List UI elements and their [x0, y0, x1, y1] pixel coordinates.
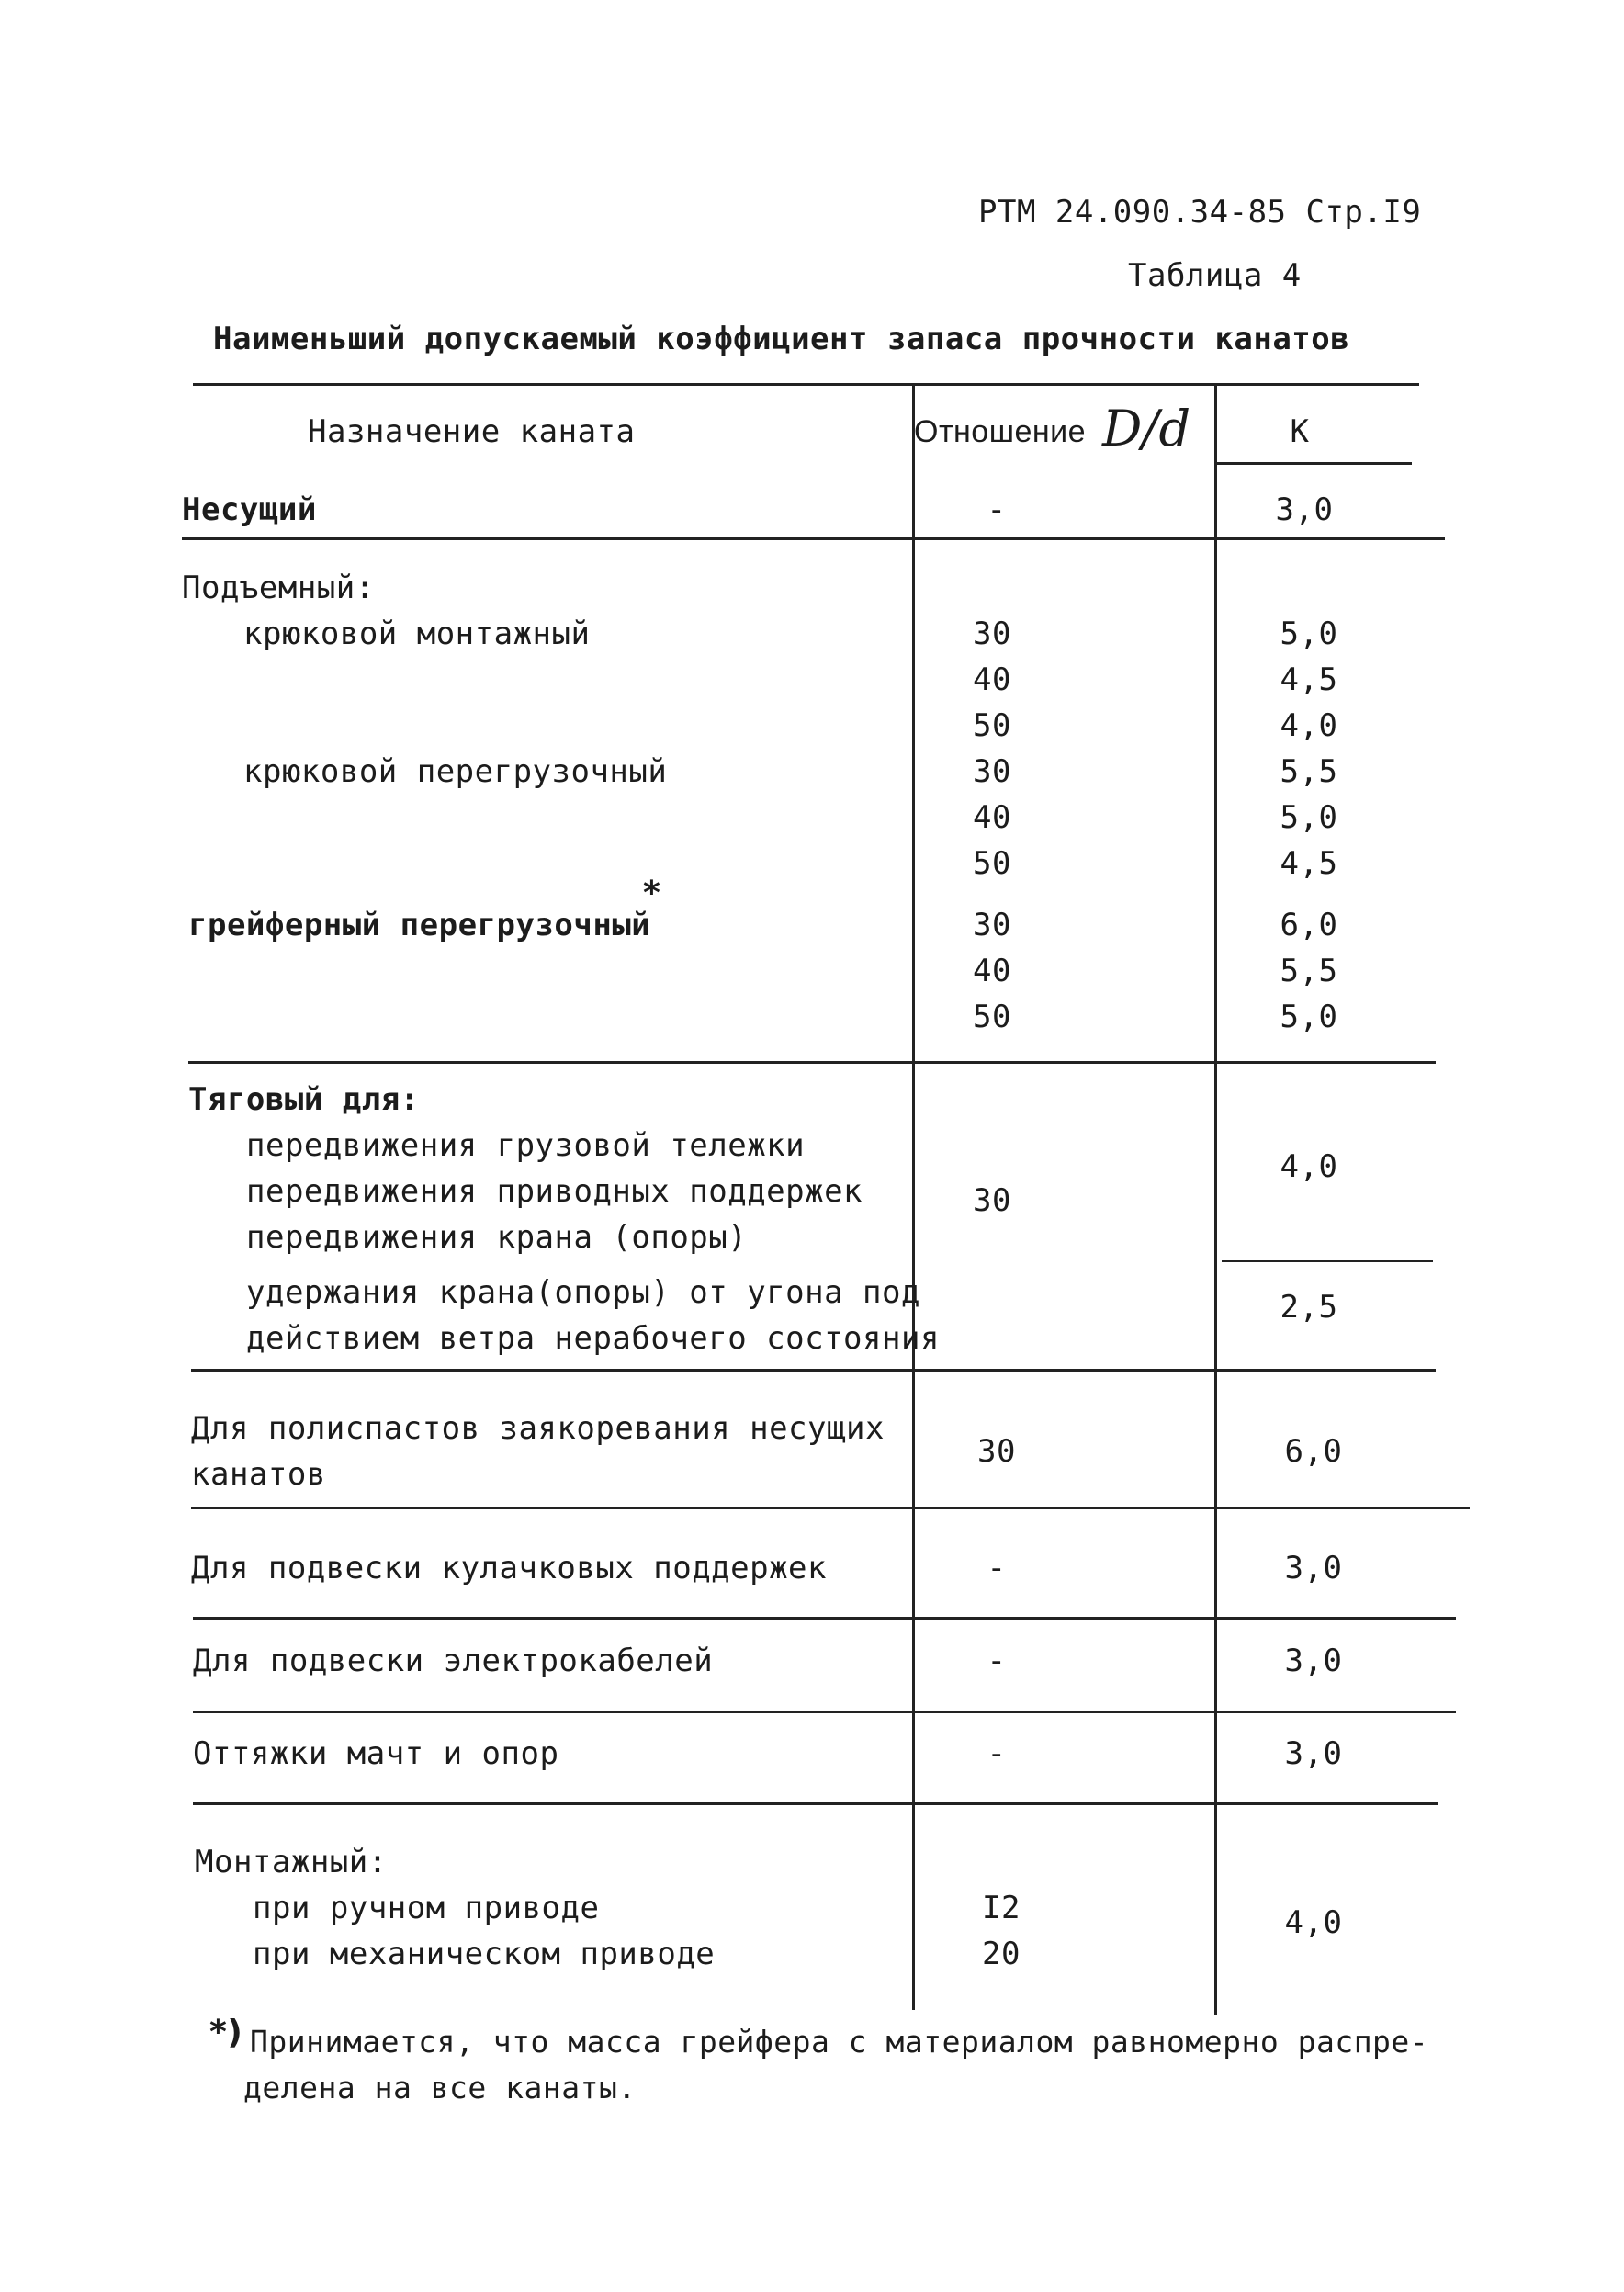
row-guys-k: 3,0: [1284, 1735, 1343, 1772]
row-cables-ratio: -: [987, 1643, 1007, 1679]
lifting-hook-reload-ratio: 30: [973, 753, 1011, 790]
lifting-grab-reload-k: 5,5: [1280, 953, 1338, 989]
rule-after-cam-supports: [193, 1617, 1456, 1620]
traction-k-split-rule: [1222, 1260, 1433, 1262]
lifting-hook-reload-k: 4,5: [1280, 845, 1338, 882]
lifting-grab-reload-k: 6,0: [1280, 907, 1338, 943]
lifting-grab-reload-ratio: 50: [973, 999, 1011, 1035]
mounting-manual-ratio: I2: [982, 1890, 1021, 1926]
row-cables-k: 3,0: [1284, 1643, 1343, 1679]
row-anchoring-k: 6,0: [1284, 1433, 1343, 1470]
row-cam-supports-label: Для подвески кулачковых поддержек: [191, 1550, 828, 1586]
header-k: К: [1290, 413, 1310, 450]
doc-reference: РТМ 24.090.34-85 Стр.I9: [978, 194, 1422, 231]
lifting-grab-reload-k: 5,0: [1280, 999, 1338, 1035]
column-divider-ratio: [912, 384, 915, 2010]
lifting-hook-reload-label: крюковой перегрузочный: [243, 753, 668, 790]
traction-line: удержания крана(опоры) от угона под: [246, 1274, 920, 1311]
lifting-hook-mount-k: 4,5: [1280, 661, 1338, 698]
rule-after-anchoring: [191, 1507, 1470, 1509]
rule-after-cables: [193, 1711, 1456, 1713]
footnote-line: Принимается, что масса грейфера с материалом равномерно распре-: [250, 2024, 1429, 2060]
header-purpose: Назначение каната: [308, 413, 636, 450]
row-lifting-label: Подъемный:: [182, 570, 375, 606]
lifting-hook-mount-k: 4,0: [1280, 707, 1338, 744]
column-divider-k: [1214, 384, 1217, 2015]
lifting-grab-reload-label: грейферный перегрузочный: [188, 907, 651, 943]
table-top-rule: [193, 383, 1419, 386]
traction-line: передвижения крана (опоры): [246, 1219, 748, 1256]
row-cam-supports-k: 3,0: [1284, 1550, 1343, 1586]
lifting-hook-mount-k: 5,0: [1280, 615, 1338, 652]
row-mounting-label: Монтажный:: [195, 1844, 388, 1880]
row-anchoring-label: канатов: [191, 1456, 326, 1493]
rule-after-traction: [191, 1369, 1436, 1372]
row-carrying-ratio: -: [987, 491, 1007, 528]
lifting-hook-mount-ratio: 30: [973, 615, 1011, 652]
lifting-hook-reload-ratio: 40: [973, 799, 1011, 836]
traction-line: действием ветра нерабочего состояния: [246, 1320, 940, 1357]
traction-line: передвижения приводных поддержек: [246, 1173, 863, 1210]
table-caption: Наименьший допускаемый коэффициент запаса прочности канатов: [213, 321, 1350, 357]
footnote-line: делена на все канаты.: [243, 2070, 637, 2106]
traction-k-holding: 2,5: [1280, 1289, 1338, 1326]
row-traction-label: Тяговый для:: [188, 1081, 420, 1118]
lifting-grab-reload-ratio: 40: [973, 953, 1011, 989]
rule-after-guys: [193, 1802, 1438, 1805]
lifting-hook-reload-k: 5,5: [1280, 753, 1338, 790]
lifting-grab-reload-ratio: 30: [973, 907, 1011, 943]
row-guys-label: Оттяжки мачт и опор: [193, 1735, 559, 1772]
traction-k-movement: 4,0: [1280, 1148, 1338, 1185]
mounting-manual-label: при ручном приводе: [253, 1890, 600, 1926]
rule-after-carrying: [182, 537, 1445, 540]
mounting-k: 4,0: [1284, 1904, 1343, 1941]
header-ratio: Отношение: [914, 414, 1087, 449]
row-carrying-label: Несущий: [182, 491, 317, 528]
lifting-hook-mount-ratio: 40: [973, 661, 1011, 698]
row-cam-supports-ratio: -: [987, 1550, 1007, 1586]
mounting-mech-label: при механическом приводе: [253, 1936, 716, 1972]
traction-ratio: 30: [973, 1182, 1011, 1219]
header-ratio-symbol: D/d: [1102, 400, 1191, 457]
footnote-marker: *): [209, 2014, 243, 2051]
row-cables-label: Для подвески электрокабелей: [193, 1643, 714, 1679]
row-carrying-k: 3,0: [1275, 491, 1334, 528]
rule-after-lifting: [188, 1061, 1436, 1064]
footnote-mark: *: [643, 875, 661, 912]
k-header-rule: [1217, 462, 1412, 465]
traction-line: передвижения грузовой тележки: [246, 1127, 806, 1164]
mounting-mech-ratio: 20: [982, 1936, 1021, 1972]
lifting-hook-mount-label: крюковой монтажный: [243, 615, 591, 652]
row-guys-ratio: -: [987, 1735, 1007, 1772]
lifting-hook-mount-ratio: 50: [973, 707, 1011, 744]
row-anchoring-ratio: 30: [977, 1433, 1016, 1470]
lifting-hook-reload-ratio: 50: [973, 845, 1011, 882]
lifting-hook-reload-k: 5,0: [1280, 799, 1338, 836]
table-number: Таблица 4: [1128, 257, 1302, 294]
row-anchoring-label: Для полиспастов заякоревания несущих: [191, 1410, 885, 1447]
